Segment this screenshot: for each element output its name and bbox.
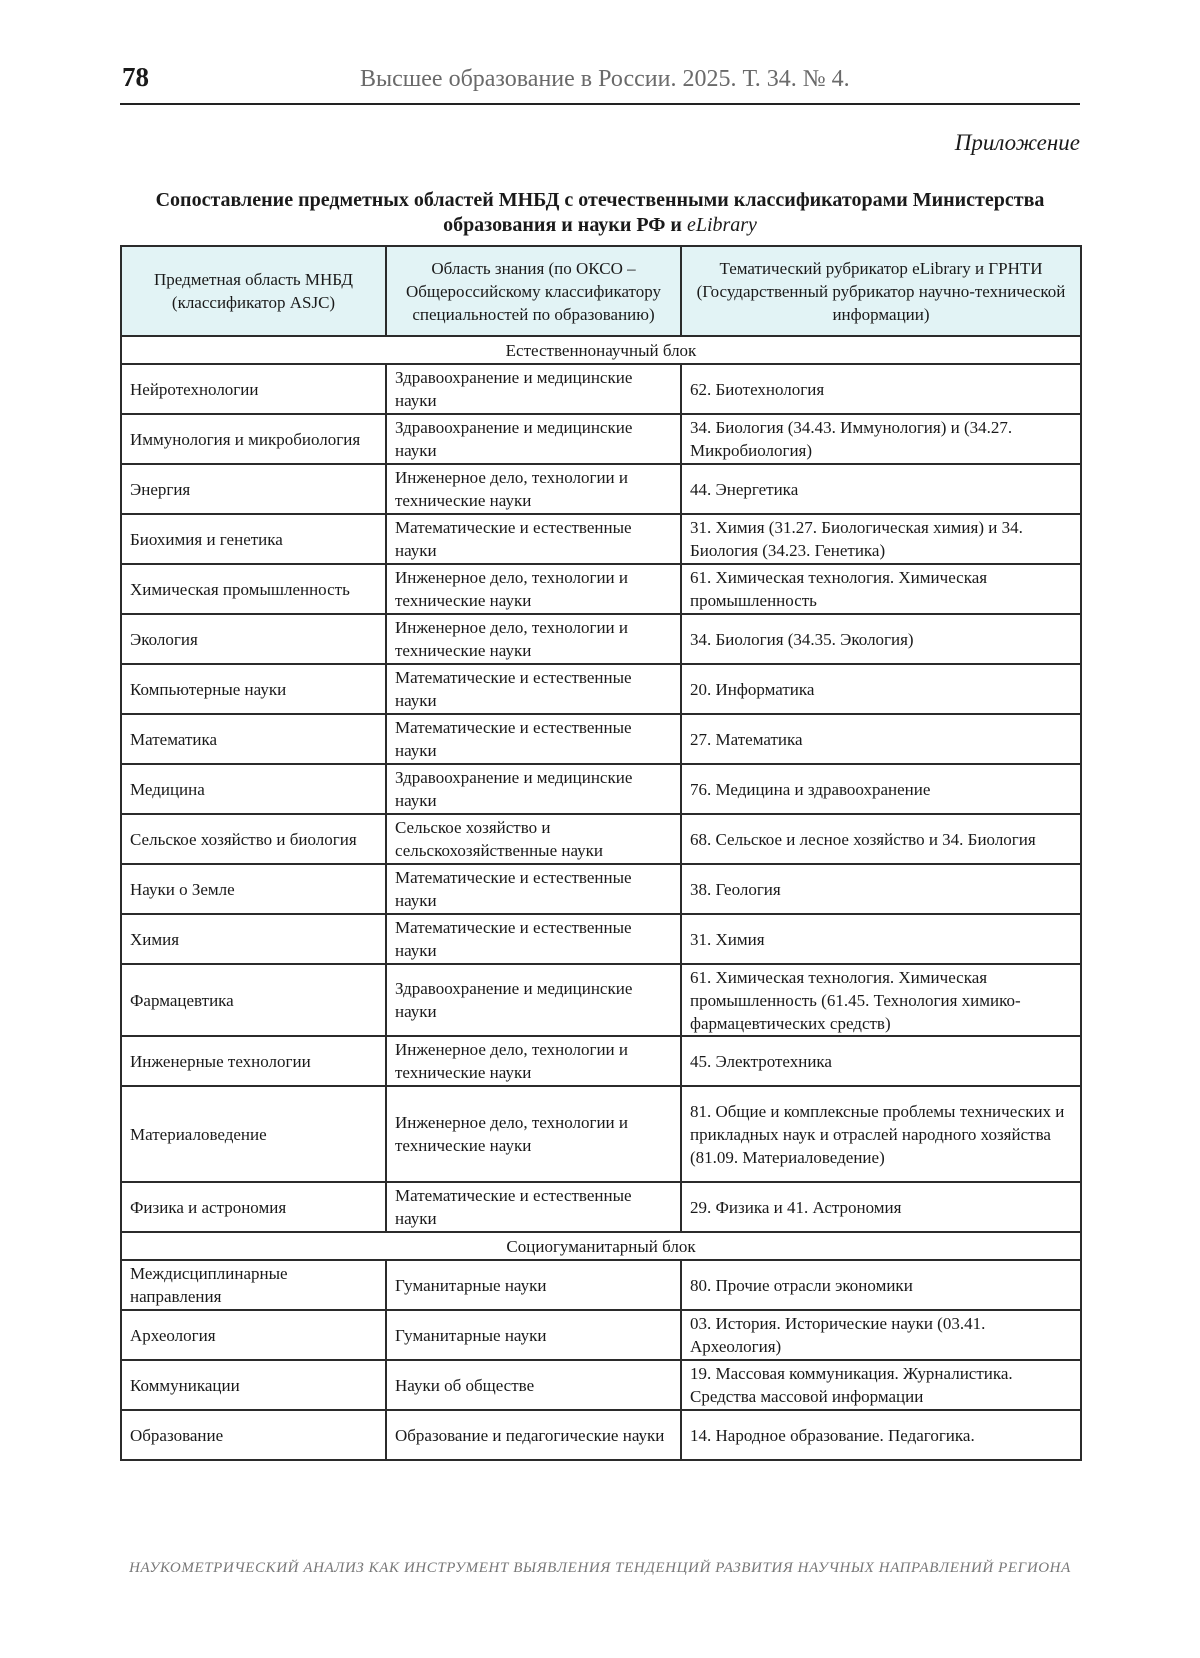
grnti-rubric-cell: 03. История. Исторические науки (03.41. Археология) — [681, 1310, 1081, 1360]
grnti-rubric-cell: 62. Биотехнология — [681, 364, 1081, 414]
page-number: 78 — [122, 62, 149, 92]
table-row — [121, 1086, 1081, 1182]
grnti-rubric-cell: 34. Биология (34.43. Иммунология) и (34.27. Микробиология) — [681, 414, 1081, 464]
asjc-area-cell: Междисциплинарные направления — [121, 1260, 386, 1310]
table-row — [121, 614, 1081, 664]
asjc-area-cell: Биохимия и генетика — [121, 514, 386, 564]
grnti-rubric-cell: 14. Народное образование. Педагогика. — [681, 1410, 1081, 1460]
grnti-rubric-cell: 31. Химия (31.27. Биологическая химия) и 34. Биология (34.23. Генетика) — [681, 514, 1081, 564]
column-header: Предметная область МНБД (классификатор ASJC) — [121, 246, 386, 336]
grnti-rubric-cell: 20. Информатика — [681, 664, 1081, 714]
header-rule — [120, 103, 1080, 105]
table-row — [121, 764, 1081, 814]
table-row — [121, 364, 1081, 414]
table-row — [121, 514, 1081, 564]
asjc-area-cell: Коммуникации — [121, 1360, 386, 1410]
asjc-area-cell: Математика — [121, 714, 386, 764]
classifier-table — [120, 245, 1082, 1461]
okso-area-cell: Гуманитарные науки — [386, 1310, 681, 1360]
okso-area-cell: Инженерное дело, технологии и технические науки — [386, 464, 681, 514]
okso-area-cell: Инженерное дело, технологии и технические науки — [386, 564, 681, 614]
grnti-rubric-cell: 68. Сельское и лесное хозяйство и 34. Биология — [681, 814, 1081, 864]
table-row — [121, 914, 1081, 964]
caption-elibrary: eLibrary — [686, 214, 757, 236]
okso-area-cell: Сельское хозяйство и сельскохозяйственные науки — [386, 814, 681, 864]
grnti-rubric-cell: 61. Химическая технология. Химическая промышленность (61.45. Технология химико-фармацевтических средств) — [681, 964, 1081, 1036]
grnti-rubric-cell: 44. Энергетика — [681, 464, 1081, 514]
section-title: Социогуманитарный блок — [121, 1232, 1081, 1260]
okso-area-cell: Науки об обществе — [386, 1360, 681, 1410]
okso-area-cell: Математические и естественные науки — [386, 864, 681, 914]
running-footer: НАУКОМЕТРИЧЕСКИЙ АНАЛИЗ КАК ИНСТРУМЕНТ ВЫЯВЛЕНИЯ ТЕНДЕНЦИЙ РАЗВИТИЯ НАУЧНЫХ НАПРАВЛЕНИЙ РЕГИОНА — [129, 1560, 1071, 1576]
okso-area-cell: Здравоохранение и медицинские науки — [386, 964, 681, 1036]
column-header: Тематический рубрикатор eLibrary и ГРНТИ (Государственный рубрикатор научно-технической информации) — [681, 246, 1081, 336]
grnti-rubric-cell: 31. Химия — [681, 914, 1081, 964]
okso-area-cell: Здравоохранение и медицинские науки — [386, 414, 681, 464]
asjc-area-cell: Физика и астрономия — [121, 1182, 386, 1232]
table-row — [121, 1310, 1081, 1360]
column-header: Область знания (по ОКСО – Общероссийскому классификатору специальностей по образованию) — [386, 246, 681, 336]
table-caption — [120, 188, 1080, 238]
grnti-rubric-cell: 19. Массовая коммуникация. Журналистика. Средства массовой информации — [681, 1360, 1081, 1410]
caption-text: Сопоставление предметных областей МНБД с отечественными классификаторами Министерства образования и науки РФ и — [155, 189, 1045, 236]
asjc-area-cell: Химия — [121, 914, 386, 964]
okso-area-cell: Инженерное дело, технологии и технические науки — [386, 614, 681, 664]
table-row — [121, 864, 1081, 914]
asjc-area-cell: Материаловедение — [121, 1086, 386, 1182]
table-header-row — [121, 246, 1081, 336]
okso-area-cell: Гуманитарные науки — [386, 1260, 681, 1310]
asjc-area-cell: Фармацевтика — [121, 964, 386, 1036]
running-head: Высшее образование в России. 2025. Т. 34. № 4. — [360, 66, 850, 92]
okso-area-cell: Здравоохранение и медицинские науки — [386, 764, 681, 814]
okso-area-cell: Инженерное дело, технологии и технические науки — [386, 1086, 681, 1182]
asjc-area-cell: Компьютерные науки — [121, 664, 386, 714]
table-row — [121, 414, 1081, 464]
table-row — [121, 1182, 1081, 1232]
table-row — [121, 1036, 1081, 1086]
asjc-area-cell: Энергия — [121, 464, 386, 514]
okso-area-cell: Математические и естественные науки — [386, 914, 681, 964]
table-row — [121, 664, 1081, 714]
section-row — [121, 1232, 1081, 1260]
table-row — [121, 1410, 1081, 1460]
grnti-rubric-cell: 76. Медицина и здравоохранение — [681, 764, 1081, 814]
okso-area-cell: Математические и естественные науки — [386, 664, 681, 714]
appendix-label: Приложение — [954, 130, 1080, 155]
grnti-rubric-cell: 45. Электротехника — [681, 1036, 1081, 1086]
asjc-area-cell: Медицина — [121, 764, 386, 814]
table-row — [121, 564, 1081, 614]
section-title: Естественнонаучный блок — [121, 336, 1081, 364]
table-row — [121, 1360, 1081, 1410]
table-row — [121, 964, 1081, 1036]
asjc-area-cell: Сельское хозяйство и биология — [121, 814, 386, 864]
asjc-area-cell: Инженерные технологии — [121, 1036, 386, 1086]
okso-area-cell: Здравоохранение и медицинские науки — [386, 364, 681, 414]
okso-area-cell: Образование и педагогические науки — [386, 1410, 681, 1460]
table-body — [121, 336, 1081, 1460]
asjc-area-cell: Археология — [121, 1310, 386, 1360]
grnti-rubric-cell: 61. Химическая технология. Химическая промышленность — [681, 564, 1081, 614]
okso-area-cell: Математические и естественные науки — [386, 514, 681, 564]
section-row — [121, 336, 1081, 364]
grnti-rubric-cell: 80. Прочие отрасли экономики — [681, 1260, 1081, 1310]
okso-area-cell: Математические и естественные науки — [386, 714, 681, 764]
grnti-rubric-cell: 38. Геология — [681, 864, 1081, 914]
asjc-area-cell: Образование — [121, 1410, 386, 1460]
grnti-rubric-cell: 81. Общие и комплексные проблемы технических и прикладных наук и отраслей народного хозяйства (81.09. Материаловедение) — [681, 1086, 1081, 1182]
table-row — [121, 814, 1081, 864]
okso-area-cell: Математические и естественные науки — [386, 1182, 681, 1232]
table-row — [121, 464, 1081, 514]
grnti-rubric-cell: 34. Биология (34.35. Экология) — [681, 614, 1081, 664]
asjc-area-cell: Науки о Земле — [121, 864, 386, 914]
okso-area-cell: Инженерное дело, технологии и технические науки — [386, 1036, 681, 1086]
asjc-area-cell: Иммунология и микробиология — [121, 414, 386, 464]
table-row — [121, 1260, 1081, 1310]
asjc-area-cell: Нейротехнологии — [121, 364, 386, 414]
grnti-rubric-cell: 29. Физика и 41. Астрономия — [681, 1182, 1081, 1232]
grnti-rubric-cell: 27. Математика — [681, 714, 1081, 764]
table-row — [121, 714, 1081, 764]
asjc-area-cell: Химическая промышленность — [121, 564, 386, 614]
asjc-area-cell: Экология — [121, 614, 386, 664]
